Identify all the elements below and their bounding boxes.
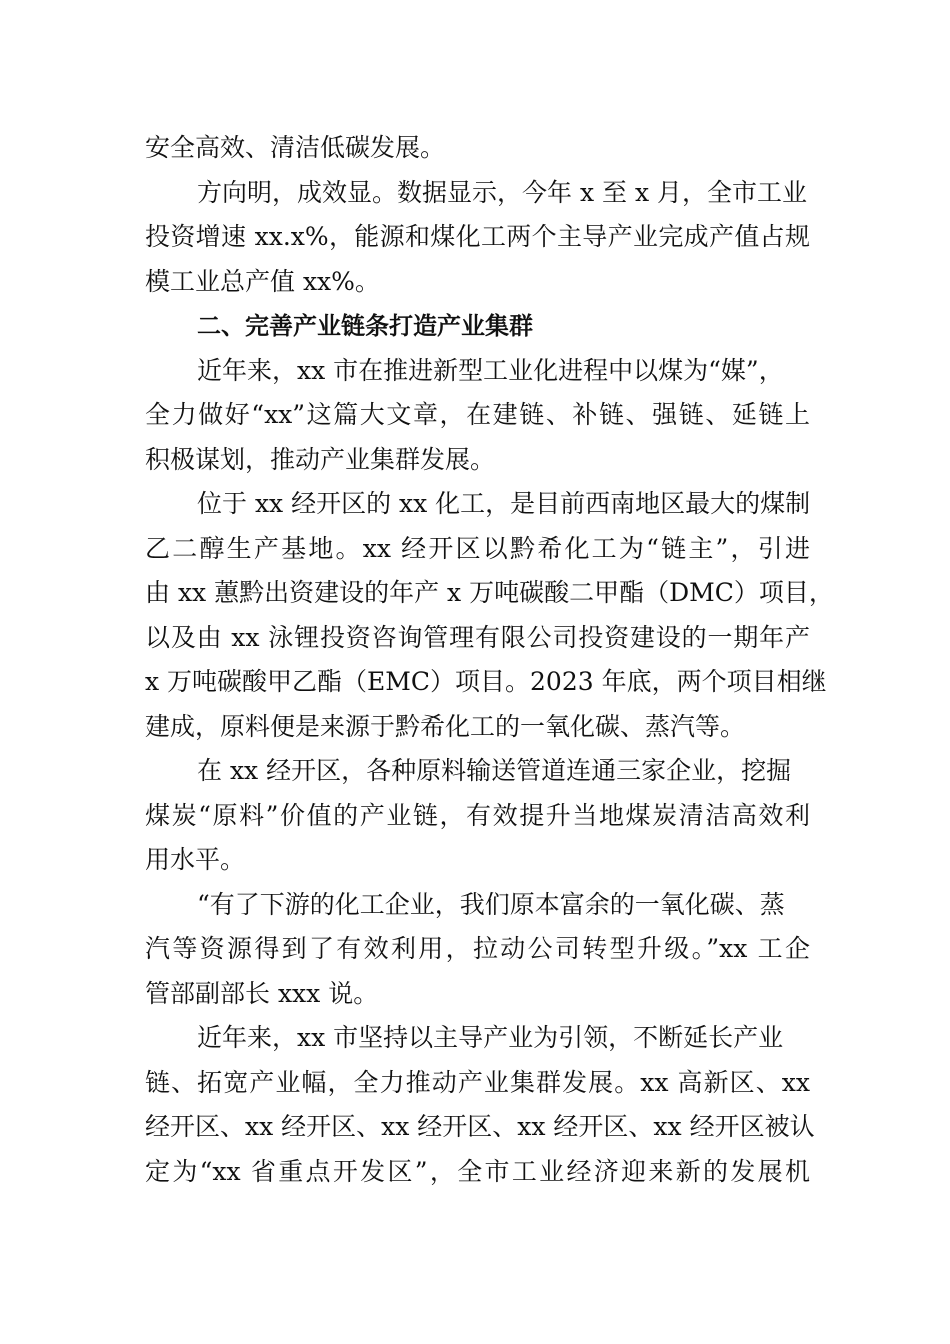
text-line: 安全高效、清洁低碳发展。 [145, 133, 446, 162]
text-line: 在 xx 经开区，各种原料输送管道连通三家企业，挖掘 [197, 756, 792, 785]
text-line: 近年来，xx 市坚持以主导产业为引领，不断延长产业 [197, 1023, 784, 1052]
text-line: 位于 xx 经开区的 xx 化工，是目前西南地区最大的煤制 [197, 489, 811, 518]
section-heading: 二、完善产业链条打造产业集群 [197, 312, 533, 340]
text-line: 管部副部长 xxx 说。 [145, 978, 379, 1008]
text-line: 近年来，xx 市在推进新型工业化进程中以煤为“媒”， [197, 355, 784, 385]
text-line: 由 xx 蕙黔出资建设的年产 x 万吨碳酸二甲酯（DMC）项目， [145, 578, 834, 607]
text-line: 投资增速 xx.x%，能源和煤化工两个主导产业完成产值占规 [145, 222, 810, 251]
text-line: x 万吨碳酸甲乙酯（EMC）项目。2023 年底，两个项目相继 [145, 667, 827, 696]
text-line: 汽等资源得到了有效利用，拉动公司转型升级。”xx 工企 [145, 934, 810, 963]
text-line: 以及由 xx 泳锂投资咨询管理有限公司投资建设的一期年产 [145, 622, 810, 652]
text-line: 乙二醇生产基地。xx 经开区以黔希化工为“链主”，引进 [145, 533, 810, 563]
text-line: 模工业总产值 xx%。 [145, 266, 380, 296]
text-line: 经开区、xx 经开区、xx 经开区、xx 经开区、xx 经开区被认 [145, 1112, 815, 1141]
text-line: 建成，原料便是来源于黔希化工的一氧化碳、蒸汽等。 [145, 711, 746, 741]
text-line: 用水平。 [145, 845, 246, 874]
text-line: 全力做好“xx”这篇大文章，在建链、补链、强链、延链上 [145, 400, 810, 429]
text-line: “有了下游的化工企业，我们原本富余的一氧化碳、蒸 [197, 889, 785, 919]
text-line: 煤炭“原料”价值的产业链，有效提升当地煤炭清洁高效利 [145, 800, 810, 830]
text-line: 积极谋划，推动产业集群发展。 [145, 444, 496, 474]
text-line: 链、拓宽产业幅，全力推动产业集群发展。xx 高新区、xx [145, 1067, 810, 1097]
text-line: 方向明，成效显。数据显示，今年 x 至 x 月，全市工业 [197, 177, 807, 207]
text-line: 定为“xx 省重点开发区”，全市工业经济迎来新的发展机 [145, 1156, 810, 1186]
document-body [145, 126, 834, 1194]
